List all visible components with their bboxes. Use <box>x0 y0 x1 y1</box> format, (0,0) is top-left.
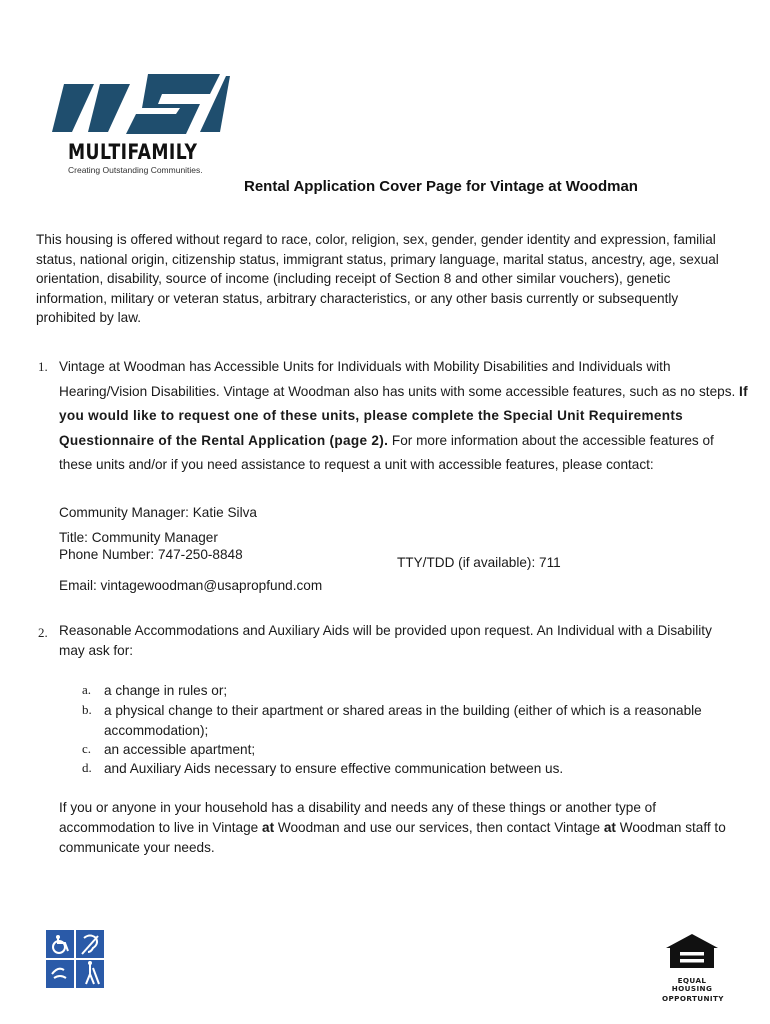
closing-text-2: Woodman and use our services, then contact Vintage <box>274 820 604 835</box>
section-1-text-a: Vintage at Woodman has Accessible Units for Individuals with Mobility Disabilities and Individuals with Hearing/Vision Disabilities. Vintage at Woodman also has units with some accessible features, such as no steps. <box>59 359 740 399</box>
sign-language-icon <box>46 960 74 988</box>
eho-line-1: EQUAL HOUSING <box>671 976 713 993</box>
section-1-text-b: For more information about the accessible features of these units and/or if you need assistance to request a unit with accessible features, please contact: <box>59 432 714 472</box>
page-title: Rental Application Cover Page for Vintage at Woodman <box>244 178 638 195</box>
house-icon <box>662 932 722 970</box>
accessibility-icons <box>46 930 104 988</box>
list-item-label: b. <box>82 702 92 717</box>
list-item-label: d. <box>82 760 92 775</box>
list-item: and Auxiliary Aids necessary to ensure effective communication between us. <box>104 761 564 776</box>
section-2-text: Reasonable Accommodations and Auxiliary Aids will be provided upon request. An Individual with a Disability may ask for: <box>59 623 712 658</box>
list-item-label: a. <box>82 682 92 697</box>
contact-tty: TTY/TDD (if available): 711 <box>397 555 561 570</box>
closing-text-3: Woodman staff to communicate your needs. <box>59 820 726 855</box>
contact-manager: Community Manager: Katie Silva <box>59 505 257 520</box>
logo-wordmark: MULTIFAMILY <box>68 140 198 164</box>
list-item-label: c. <box>82 741 92 756</box>
closing-at-1: at <box>262 820 275 835</box>
contact-email: Email: vintagewoodman@usapropfund.com <box>59 578 323 593</box>
list-item: a change in rules or; <box>104 683 228 698</box>
list-item: an accessible apartment; <box>104 742 256 757</box>
section-1-number: 1. <box>38 359 48 374</box>
contact-title: Title: Community Manager <box>59 530 218 545</box>
section-1-body <box>59 355 749 478</box>
eho-line-2: OPPORTUNITY <box>662 994 724 1003</box>
logo-tagline: Creating Outstanding Communities. <box>68 165 203 175</box>
equal-housing-logo <box>662 932 722 1003</box>
list-item: a physical change to their apartment or shared areas in the building (either of which is a reasonable accommodation); <box>104 703 702 738</box>
closing-at-2: at <box>603 820 616 835</box>
section-1-bold: If you would like to request one of these units, please complete the Special Unit Requirements Questionnaire of the Rental Application (page 2). <box>59 383 748 448</box>
section-2-number: 2. <box>38 625 48 640</box>
nondiscrimination-statement: This housing is offered without regard to race, color, religion, sex, gender, gender identity and expression, familial status, national origin, citizenship status, immigrant status, primary language, marital status, ancestry, age, sexual orientation, disability, source of income (including receipt of Section 8 and other similar vouchers), genetic information, military or veteran status, arbitrary characteristics, or any other basis currently or subsequently prohibited by law. <box>36 232 719 325</box>
closing-paragraph <box>59 798 739 858</box>
contact-phone: Phone Number: 747-250-8848 <box>59 547 243 562</box>
closing-text-1: If you or anyone in your household has a disability and needs any of these things or another type of accommodation to live in Vintage <box>59 800 657 835</box>
